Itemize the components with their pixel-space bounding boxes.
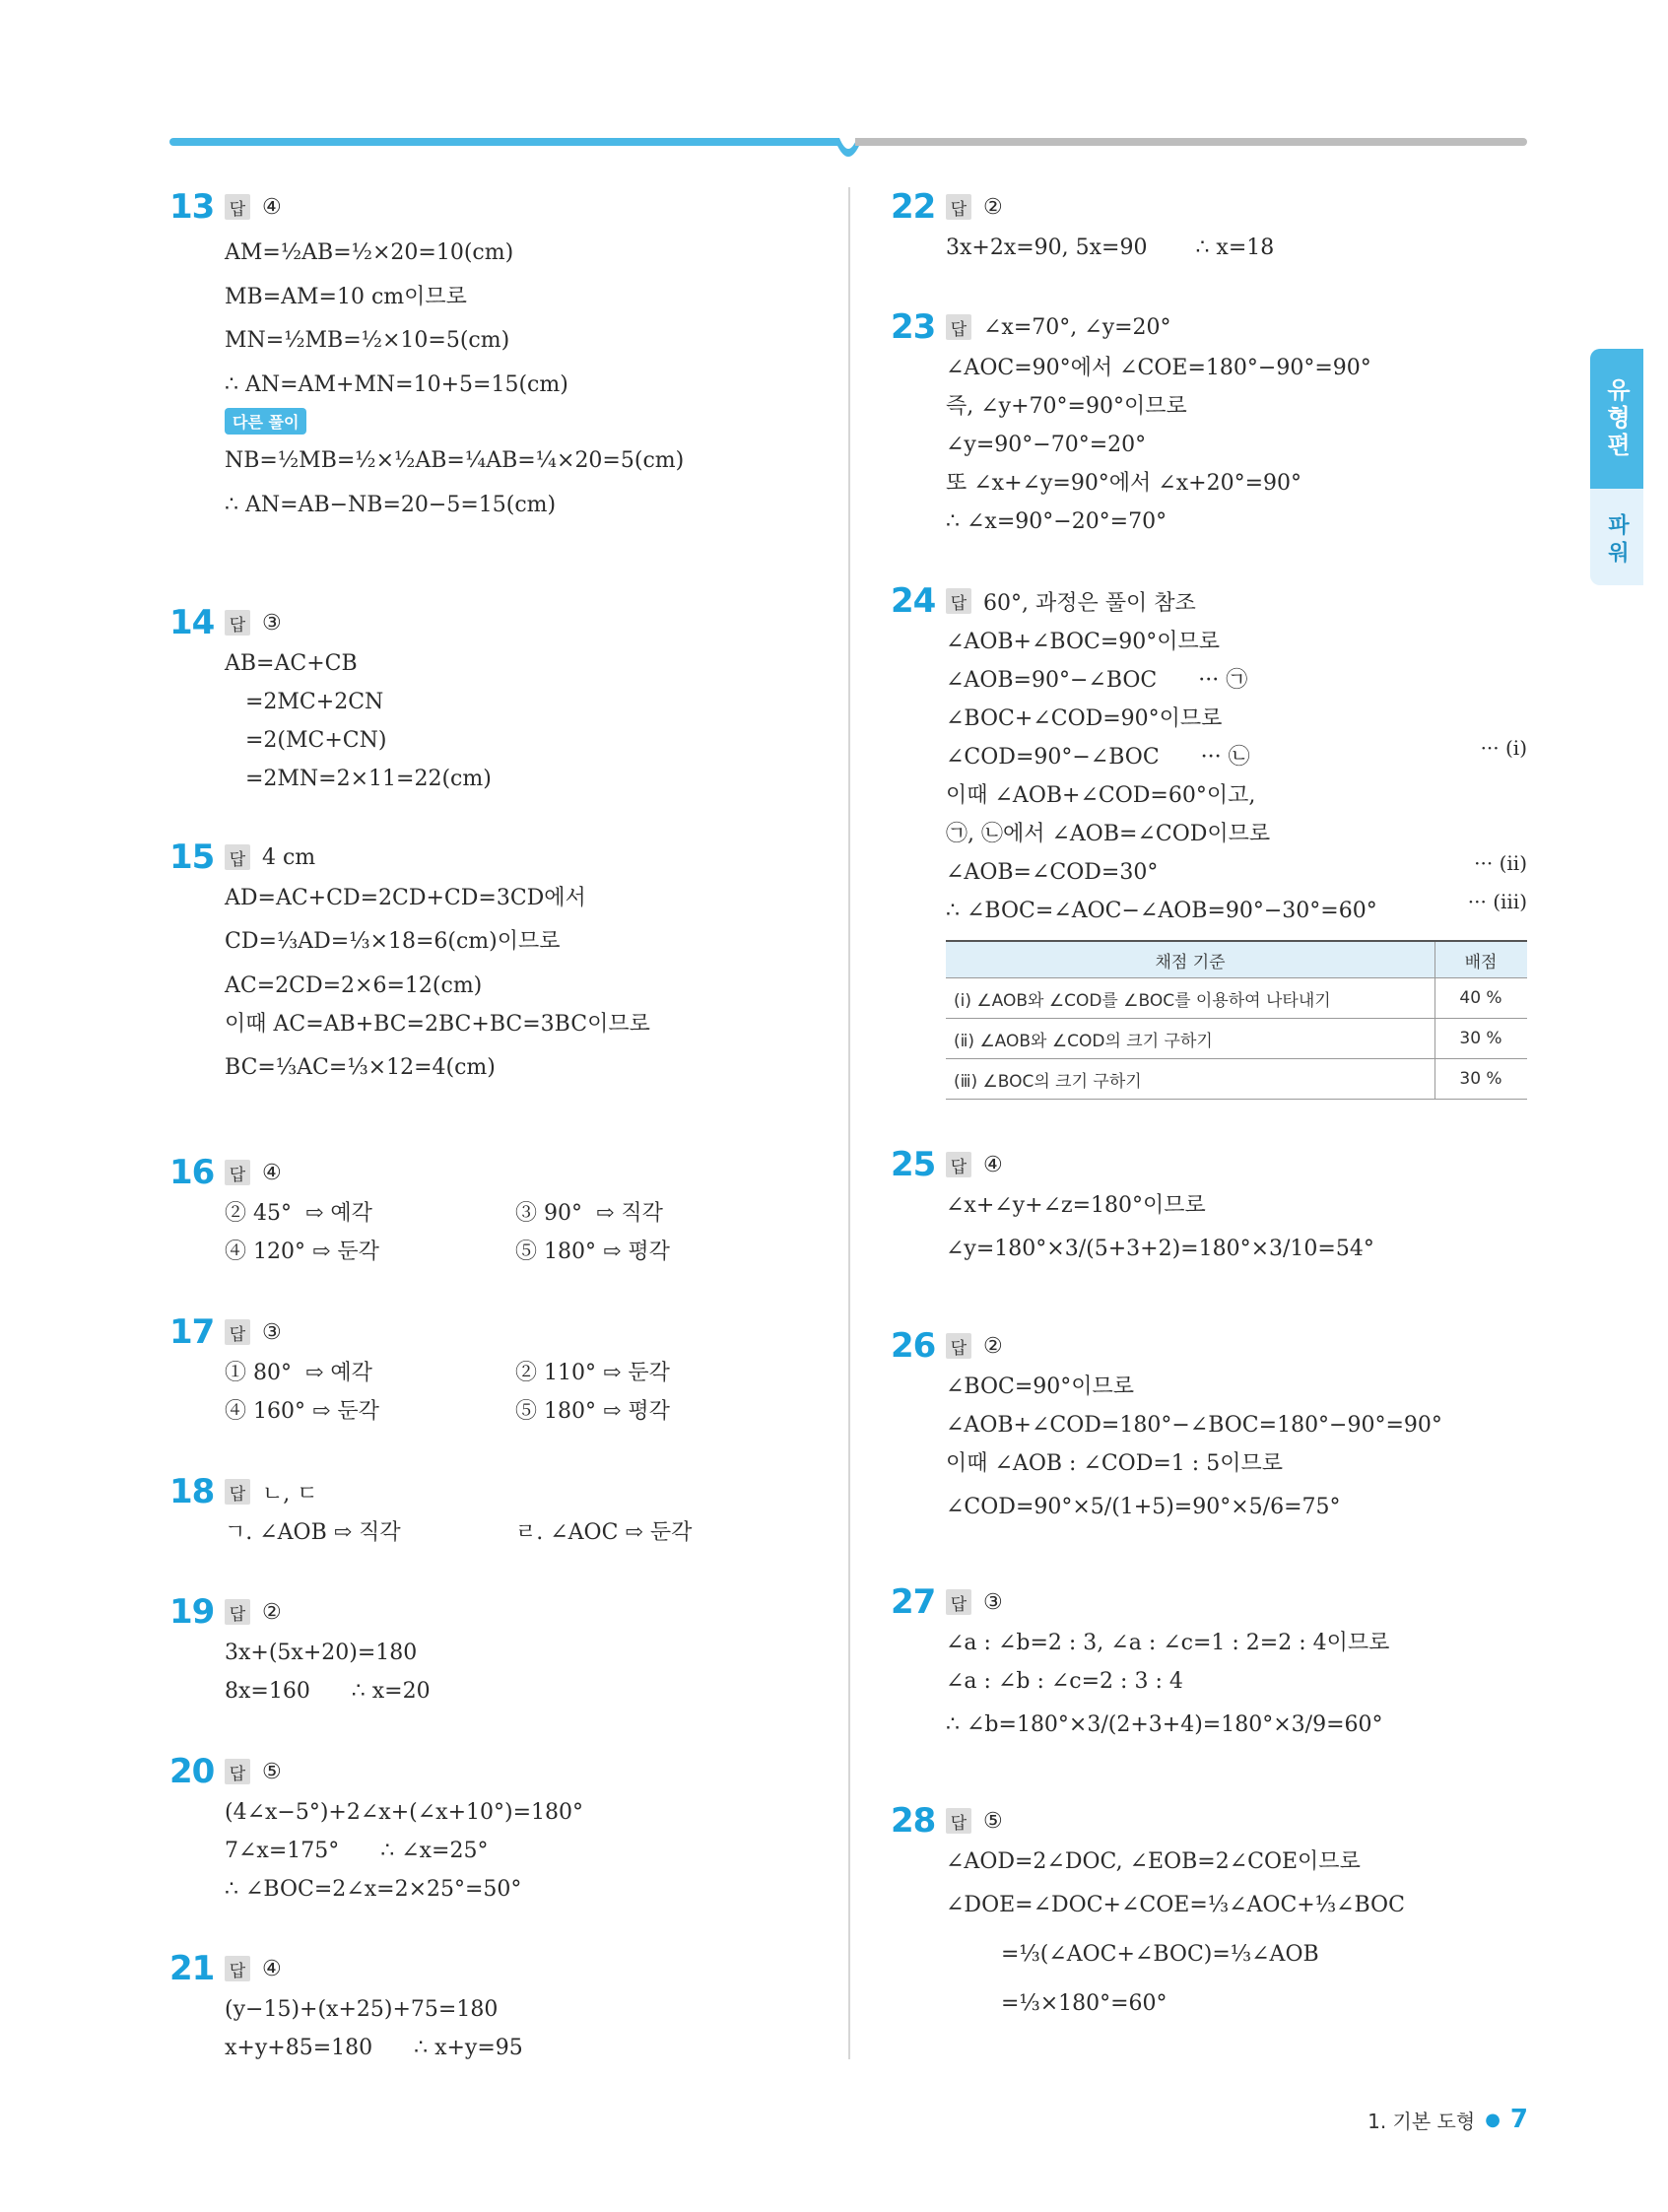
problem-number: 27 (891, 1582, 936, 1622)
problem-number: 13 (169, 187, 215, 227)
step-marker: ··· (ⅲ) (1467, 890, 1527, 913)
solution-line: 즉, ∠y+70°=90°이므로 (946, 394, 1187, 419)
solution-line: 3x+2x=90, 5x=90 ∴ x=18 (946, 235, 1275, 260)
answer: ∠x=70°, ∠y=20° (983, 314, 1171, 340)
solution-line: (y−15)+(x+25)+75=180 (225, 1997, 499, 2022)
page-footer (1368, 2105, 1528, 2134)
answer: ③ (983, 1589, 1003, 1615)
solution-line: 8x=160 ∴ x=20 (225, 1679, 431, 1704)
solution-line: MB=AM=10 cm이므로 (225, 285, 467, 309)
problem-number: 22 (891, 187, 936, 227)
answer-label: 답 (946, 1152, 971, 1177)
answer-label: 답 (946, 1589, 971, 1615)
problem-13 (169, 185, 839, 524)
solution-line: AD=AC+CD=2CD+CD=3CD에서 (225, 886, 586, 910)
choice-item: ⑤ 180° ⇨ 평각 (515, 1399, 670, 1424)
solution-line: 이때 ∠AOB : ∠COD=1 : 5이므로 (946, 1451, 1283, 1476)
grading-table (946, 940, 1527, 1100)
problem-number: 20 (169, 1752, 215, 1791)
solution-line: ∠a : ∠b=2 : 3, ∠a : ∠c=1 : 2=2 : 4이므로 (946, 1631, 1390, 1655)
solution-line: ∠x+∠y+∠z=180°이므로 (946, 1193, 1206, 1218)
problem-number: 25 (891, 1145, 936, 1184)
solution-line: ∴ ∠b=180°×3/(2+3+4)=180°×3/9=60° (946, 1712, 1383, 1737)
grading-criteria: (ⅰ) ∠AOB와 ∠COD를 ∠BOC를 이용하여 나타내기 (946, 978, 1435, 1019)
solution-line: 또 ∠x+∠y=90°에서 ∠x+20°=90° (946, 471, 1302, 496)
solution-line: =⅓(∠AOC+∠BOC)=⅓∠AOB (946, 1942, 1319, 1967)
problem-number: 26 (891, 1326, 936, 1366)
answer: ③ (262, 610, 282, 636)
choice-item: ② 45° ⇨ 예각 (225, 1201, 372, 1226)
column-divider (848, 187, 850, 2059)
step-marker: ··· (ⅱ) (1474, 851, 1527, 875)
answer: ㄴ, ㄷ (262, 1481, 318, 1507)
solution-line: ∠AOB=90°−∠BOC ··· ㉠ (946, 668, 1248, 693)
problem-number: 17 (169, 1312, 215, 1352)
side-section-tab[interactable] (1590, 349, 1643, 585)
answer-label: 답 (225, 610, 250, 636)
solution-line: 7∠x=175° ∴ ∠x=25° (225, 1839, 489, 1863)
problem-number: 18 (169, 1472, 215, 1511)
grading-score: 30 % (1435, 1019, 1528, 1059)
grading-score: 30 % (1435, 1059, 1528, 1100)
answer-label: 답 (225, 194, 250, 220)
problem-15 (169, 836, 839, 1093)
choice-item: ① 80° ⇨ 예각 (225, 1361, 372, 1385)
solution-line: ∠BOC=90°이므로 (946, 1374, 1135, 1399)
step-marker: ··· (ⅰ) (1480, 736, 1527, 760)
solution-line: ㉠, ㉡에서 ∠AOB=∠COD이므로 (946, 822, 1271, 846)
solution-line: AC=2CD=2×6=12(cm) (225, 973, 483, 998)
problem-19 (169, 1590, 839, 1710)
answer-label: 답 (225, 1319, 250, 1345)
grading-criteria: (ⅲ) ∠BOC의 크기 구하기 (946, 1059, 1435, 1100)
problem-28 (891, 1799, 1531, 2029)
problem-number: 15 (169, 838, 215, 877)
choice-item: ㄹ. ∠AOC ⇨ 둔각 (515, 1520, 693, 1545)
answer: ④ (262, 1956, 282, 1981)
answer: ⑤ (983, 1808, 1003, 1834)
choice-item: ㄱ. ∠AOB ⇨ 직각 (225, 1520, 401, 1545)
problem-26 (891, 1324, 1531, 1532)
answer: ④ (983, 1152, 1003, 1177)
alt-solution-badge: 다른 풀이 (225, 408, 306, 435)
answer: 4 cm (262, 844, 316, 870)
problem-24 (891, 579, 1527, 930)
solution-line: ∠AOB+∠COD=180°−∠BOC=180°−90°=90° (946, 1413, 1442, 1438)
solution-line: =⅓×180°=60° (946, 1991, 1168, 2016)
solution-line: ∠AOB=∠COD=30° (946, 860, 1159, 885)
solution-line: BC=⅓AC=⅓×12=4(cm) (225, 1055, 496, 1080)
grading-score: 40 % (1435, 978, 1528, 1019)
table-row (946, 978, 1527, 1019)
answer-label: 답 (946, 588, 971, 614)
side-tab-top: 유형편 (1590, 349, 1643, 489)
choice-item: ② 110° ⇨ 둔각 (515, 1361, 670, 1385)
solution-line: MN=½MB=½×10=5(cm) (225, 328, 510, 353)
solution-line: ∠y=90°−70°=20° (946, 433, 1147, 457)
answer: ③ (262, 1319, 282, 1345)
answer-label: 답 (225, 1956, 250, 1981)
choice-item: ③ 90° ⇨ 직각 (515, 1201, 663, 1226)
solution-line: =2(MC+CN) (225, 728, 387, 753)
problem-number: 19 (169, 1592, 215, 1632)
answer: ④ (262, 1160, 282, 1185)
problem-number: 28 (891, 1801, 936, 1841)
header-bar-left (169, 138, 839, 146)
problem-14 (169, 601, 839, 798)
problem-21 (169, 1947, 839, 2067)
answer: ② (262, 1599, 282, 1625)
answer-label: 답 (946, 314, 971, 340)
answer-label: 답 (946, 1333, 971, 1359)
answer-label: 답 (225, 1160, 250, 1185)
problem-27 (891, 1580, 1531, 1750)
solution-line: ∠AOB+∠BOC=90°이므로 (946, 630, 1221, 654)
solution-line: NB=½MB=½×½AB=¼AB=¼×20=5(cm) (225, 448, 685, 473)
problem-number: 23 (891, 307, 936, 347)
solution-line: ∠AOC=90°에서 ∠COE=180°−90°=90° (946, 356, 1371, 380)
solution-line: ∠y=180°×3/(5+3+2)=180°×3/10=54° (946, 1237, 1374, 1261)
solution-line: ∴ AN=AB−NB=20−5=15(cm) (225, 493, 557, 517)
problem-16 (169, 1151, 839, 1271)
answer-label: 답 (225, 844, 250, 870)
problem-number: 24 (891, 581, 936, 621)
problem-25 (891, 1143, 1531, 1274)
answer: 60°, 과정은 풀이 참조 (983, 590, 1196, 616)
solution-line: ∠COD=90°×5/(1+5)=90°×5/6=75° (946, 1495, 1341, 1519)
bullet-icon: ● (1485, 2109, 1501, 2130)
table-row (946, 1059, 1527, 1100)
solution-line: x+y+85=180 ∴ x+y=95 (225, 2036, 523, 2060)
choice-item: ④ 160° ⇨ 둔각 (225, 1399, 379, 1424)
answer-label: 답 (225, 1599, 250, 1625)
chapter-title: 1. 기본 도형 (1368, 2109, 1476, 2133)
solution-line: ∠AOD=2∠DOC, ∠EOB=2∠COE이므로 (946, 1849, 1361, 1874)
problem-22 (891, 185, 1531, 267)
answer-label: 답 (946, 194, 971, 220)
solution-line: AB=AC+CB (225, 651, 358, 676)
problem-17 (169, 1310, 839, 1431)
solution-line: ∠COD=90°−∠BOC ··· ㉡ (946, 745, 1250, 770)
table-row (946, 1019, 1527, 1059)
solution-line: 이때 ∠AOB+∠COD=60°이고, (946, 783, 1256, 808)
solution-line: ∴ ∠BOC=∠AOC−∠AOB=90°−30°=60° (946, 899, 1377, 923)
page-number: 7 (1509, 2105, 1528, 2134)
solution-line: ∠DOE=∠DOC+∠COE=⅓∠AOC+⅓∠BOC (946, 1893, 1405, 1917)
grading-header-score: 배점 (1435, 941, 1528, 978)
problem-number: 16 (169, 1153, 215, 1192)
problem-18 (169, 1470, 839, 1552)
answer-label: 답 (225, 1479, 250, 1505)
solution-line: ∴ AN=AM+MN=10+5=15(cm) (225, 372, 568, 397)
grading-criteria: (ⅱ) ∠AOB와 ∠COD의 크기 구하기 (946, 1019, 1435, 1059)
answer: ② (983, 194, 1003, 220)
problem-number: 14 (169, 603, 215, 642)
answer: ④ (262, 194, 282, 220)
solution-line: =2MN=2×11=22(cm) (225, 767, 492, 791)
choice-item: ⑤ 180° ⇨ 평각 (515, 1240, 670, 1264)
solution-line: (4∠x−5°)+2∠x+(∠x+10°)=180° (225, 1800, 583, 1825)
grading-header-criteria: 채점 기준 (946, 941, 1435, 978)
problem-23 (891, 305, 1531, 541)
solution-line: =2MC+2CN (225, 690, 384, 714)
solution-line: ∴ ∠BOC=2∠x=2×25°=50° (225, 1877, 522, 1902)
side-tab-bottom: 파워 (1604, 513, 1630, 569)
solution-line: ∠BOC+∠COD=90°이므로 (946, 706, 1223, 731)
answer-label: 답 (225, 1759, 250, 1784)
problem-20 (169, 1750, 839, 1909)
answer: ⑤ (262, 1759, 282, 1784)
answer: ② (983, 1333, 1003, 1359)
solution-line: AM=½AB=½×20=10(cm) (225, 240, 514, 265)
solution-line: 이때 AC=AB+BC=2BC+BC=3BC이므로 (225, 1012, 650, 1037)
choice-item: ④ 120° ⇨ 둔각 (225, 1240, 379, 1264)
solution-line: ∴ ∠x=90°−20°=70° (946, 509, 1168, 534)
header-bar-right (855, 138, 1527, 146)
answer-label: 답 (946, 1808, 971, 1834)
solution-line: CD=⅓AD=⅓×18=6(cm)이므로 (225, 929, 561, 954)
solution-line: ∠a : ∠b : ∠c=2 : 3 : 4 (946, 1669, 1183, 1694)
problem-number: 21 (169, 1949, 215, 1988)
solution-line: 3x+(5x+20)=180 (225, 1641, 418, 1665)
